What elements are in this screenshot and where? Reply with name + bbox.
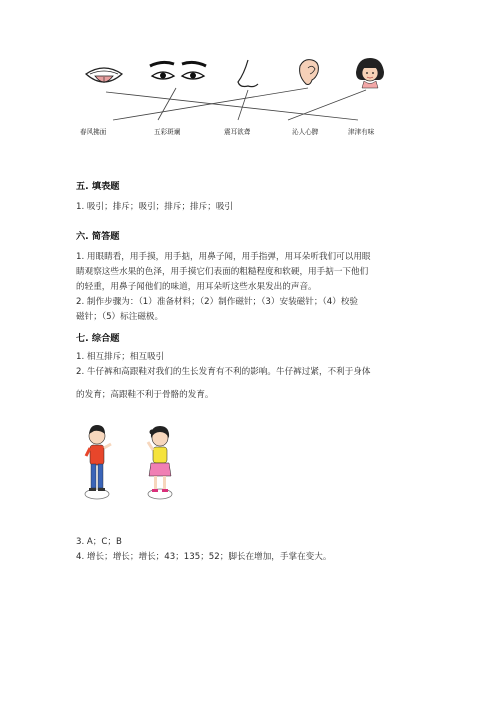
section-7-line-5: 4. 增长；增长；增长；43；135；52；脚长在增加，手掌在变大。 xyxy=(76,552,332,562)
section-7-line-4: 3. A；C；B xyxy=(76,537,122,547)
children-illustration xyxy=(80,420,190,505)
girl-face-icon xyxy=(356,58,384,88)
boy-figure xyxy=(85,425,111,499)
section-6-line-5: 磁针；（5）标注磁极。 xyxy=(76,312,164,322)
section-6-line-4: 2. 制作步骤为：（1）准备材料；（2）制作磁针；（3）安装磁针；（4）校验 xyxy=(76,297,359,307)
match-word-5: 津津有味 xyxy=(348,128,375,136)
ear-icon xyxy=(300,60,319,85)
eyes-icon xyxy=(150,62,206,79)
mouth-icon xyxy=(86,68,122,83)
match-word-1: 春风拂面 xyxy=(80,128,107,136)
section-7-line-1: 1. 相互排斥；相互吸引 xyxy=(76,352,165,362)
girl-figure xyxy=(148,426,172,499)
nose-icon xyxy=(238,60,258,87)
section-7-line-3: 的发育；高跟鞋不利于骨骼的发育。 xyxy=(76,390,214,400)
section-6-title: 六. 简答题 xyxy=(76,231,120,242)
match-word-2: 五彩斑斓 xyxy=(154,128,181,136)
section-6-line-1: 1. 用眼睛看，用手摸，用手掂，用鼻子闻，用手指弹，用耳朵听我们可以用眼 xyxy=(76,252,371,262)
children-drawing xyxy=(80,420,190,505)
section-7-title: 七. 综合题 xyxy=(76,333,120,344)
match-word-3: 震耳欲聋 xyxy=(224,128,251,136)
matching-lines xyxy=(106,88,366,120)
matching-exercise xyxy=(78,56,398,146)
section-7-line-2: 2. 牛仔裤和高跟鞋对我们的生长发育有不利的影响。牛仔裤过紧，不利于身体 xyxy=(76,367,371,377)
section-5-title: 五. 填表题 xyxy=(76,181,120,192)
match-word-4: 沁人心脾 xyxy=(292,128,319,136)
section-6-line-2: 睛观察这些水果的色泽，用手摸它们表面的粗糙程度和软硬，用手掂一下他们 xyxy=(76,267,369,277)
section-6-line-3: 的轻重，用鼻子闻他们的味道，用耳朵听这些水果发出的声音。 xyxy=(76,282,317,292)
section-5-line-1: 1. 吸引；排斥；吸引；排斥；排斥；吸引 xyxy=(76,202,234,212)
